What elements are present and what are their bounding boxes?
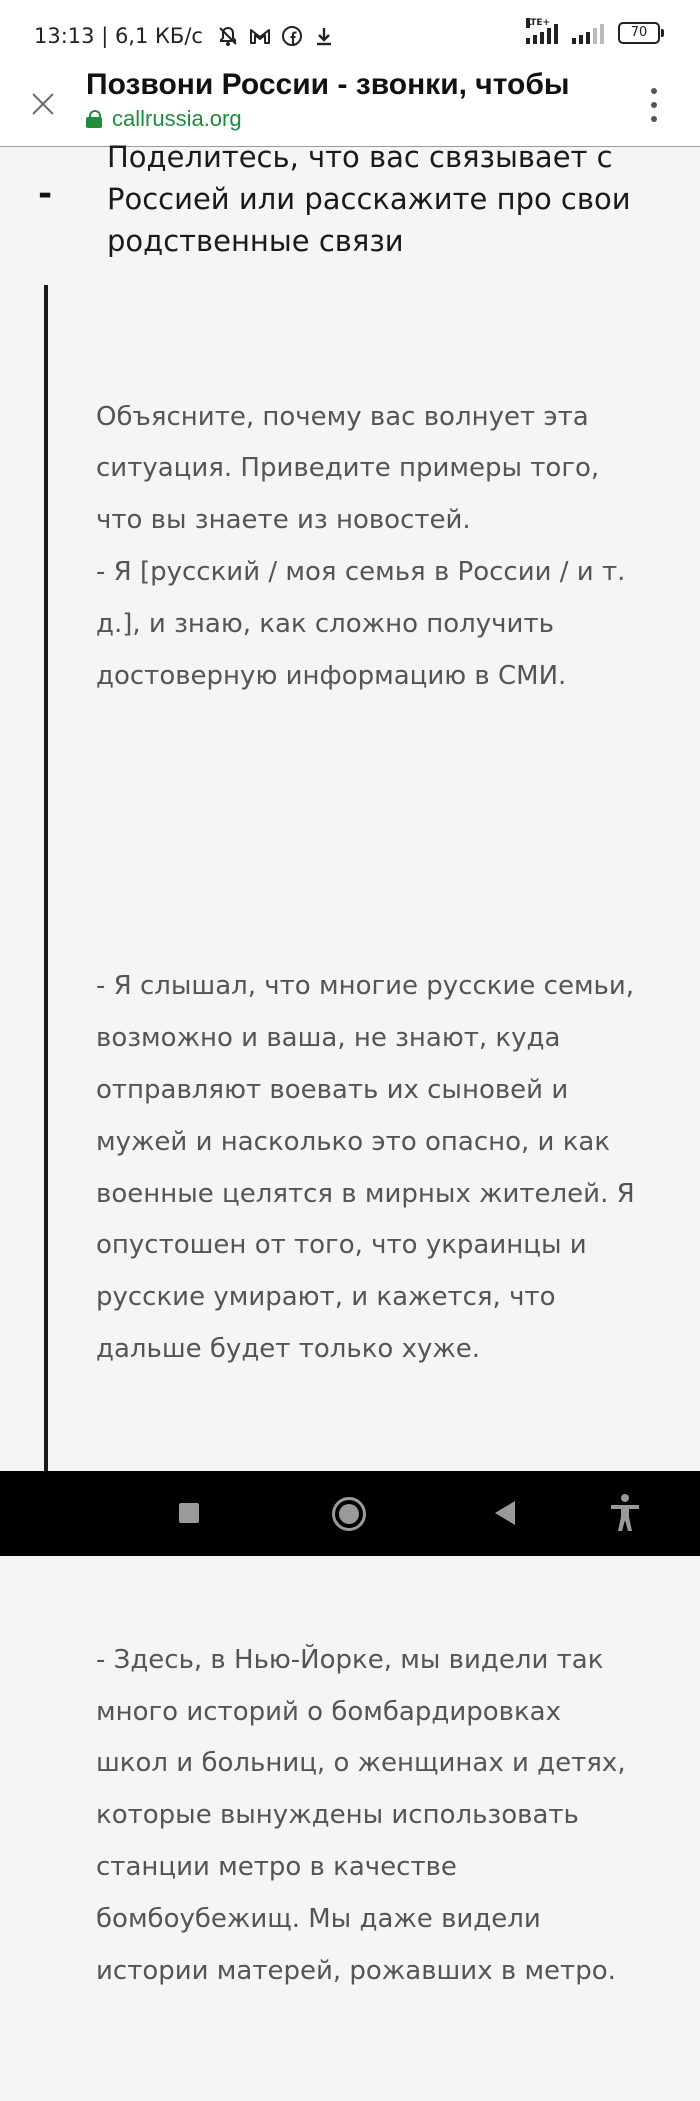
battery-icon: 70: [618, 22, 660, 44]
network-label: LTE+: [526, 18, 551, 28]
answer-text: [96, 285, 643, 2101]
status-right: [526, 18, 660, 44]
recents-icon[interactable]: [167, 1491, 211, 1535]
answer-spacer: [96, 806, 636, 858]
back-icon[interactable]: [484, 1491, 528, 1535]
page-content: [0, 140, 700, 1986]
accessibility-icon[interactable]: [603, 1491, 647, 1535]
answer-paragraph-1: Объясните, почему вас волнует эта ситуация. Приведите примеры того, что вы знаете из новостей. - Я [русский / моя семья в России / и т. д.], и знаю, как сложно получить достоверную информацию в СМИ.: [96, 401, 626, 691]
status-left: [34, 24, 335, 48]
url-row[interactable]: [86, 106, 242, 132]
download-icon: [313, 25, 335, 47]
accordion-answer: [44, 285, 658, 1986]
status-bar: [0, 0, 700, 70]
facebook-icon: [281, 25, 303, 47]
answer-paragraph-3: - Здесь, в Нью-Йорке, мы видели так много историй о бомбардировках школ и больниц, о женщинах и детях, которые вынуждены использовать станции метро в качестве бомбоубежищ. Мы даже видели истории матерей, рожавших в метро.: [96, 1644, 634, 1986]
url-text: callrussia.org: [112, 106, 242, 131]
accordion-collapse-toggle[interactable]: -: [38, 174, 53, 214]
signal-icon: [572, 22, 604, 44]
notifications-muted-icon: [217, 25, 239, 47]
notification-icons: [217, 25, 335, 47]
gmail-icon: [249, 25, 271, 47]
answer-paragraph-2: - Я слышал, что многие русские семьи, возможно и ваша, не знают, куда отправляют воевать их сыновей и мужей и насколько это опасно, и как военные целятся в мирных жителей. Я опустошен от того, что украинцы и русские умирают, и кажется, что дальше будет только хуже.: [96, 971, 643, 1364]
time-and-speed: 13:13 | 6,1 КБ/с: [34, 24, 203, 48]
close-icon[interactable]: [28, 88, 58, 118]
page-title: Позвони России - звонки, чтобы: [86, 68, 570, 101]
lock-icon: [86, 110, 102, 128]
signal-lte-icon: [526, 18, 558, 44]
home-icon[interactable]: [326, 1491, 370, 1535]
more-vert-icon[interactable]: [648, 88, 660, 122]
system-nav-bar: [0, 1471, 700, 1556]
accordion-heading[interactable]: Поделитесь, что вас связывает с Россией или расскажите про свои родственные связи: [107, 140, 631, 258]
